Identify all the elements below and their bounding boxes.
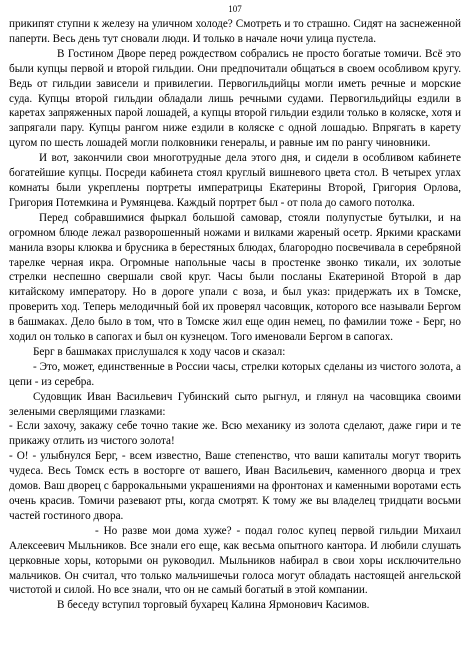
paragraph: Перед собравшимися фыркал большой самовар, стояли полупустые бутылки, и на огромном блюде лежал разворошенный ножами и вилками жареный осетр. Яркими красками манила взоры клюква и брусника в берестяных блюдах, благородно посвечивала в серебряной тарелке черная икра. Огромные напольные часы в простенке звонко тикали, их золотые стрелки неспешно свершали свой круг. Часы были посланы Екатериной Второй в дар китайскому императору. Но в дороге упали с воза, и был указ: придержать их в Томске, проверить ход. Теперь мелодичный бой их проверял часовщик, которого все называли Бергом в башмаках. Дело было в том, что в Томске жил еще один немец, по фамилии тоже - Берг, но ходил он только в сапогах и был он кузнецом. Того именовали Бергом в сапогах. [9,211,461,344]
paragraph: И вот, закончили свои многотрудные дела этого дня, и сидели в особливом кабинете богатейшие купцы. Посреди кабинета стоял круглый вишневого цвета стол. В четырех углах комнаты были укреплены портреты императрицы Екатерины Второй, Григория Орлова, Григория Потемкина и Румянцева. Каждый портрет был - от пола до самого потолка. [9,152,461,209]
text-body [9,17,461,613]
paragraph: - Если захочу, закажу себе точно такие же. Всю механику из золота сделают, даже гири и те прикажу отлить из чистого золота! [9,420,461,448]
paragraph: Берг в башмаках прислушался к ходу часов и сказал: [33,345,286,358]
paragraph: В Гостином Дворе перед рождеством собрались не просто богатые томичи. Всё это были купцы первой и второй гильдии. Они предпочитали общаться в своем особливом кругу. Ведь от гильдии зависели и привилегии. Первогильдийцы могли иметь речные и морские суда. Купцы второй гильдии обладали лишь речными судами. Первогильдийцы ездили в каретах запряженных парой лошадей, а купцы второй гильдии ездили только в коляске, хотя и запрягали пару. Купцы рангом ниже ездили в коляске с одной лошадью. Впрягать в карету цугом по шесть лошадей могли полковники генералы, и равные им по рангу чиновники. [9,47,461,150]
paragraph: - Это, может, единственные в России часы, стрелки которых сделаны из чистого золота, а цепи - из серебра. [9,360,461,388]
page-number: 107 [228,4,242,14]
paragraph: Судовщик Иван Васильевич Губинский сыто рыгнул, и глянул на часовщика своими зелеными сверлящими глазками: [9,390,461,418]
paragraph: - О! - улыбнулся Берг, - всем известно, Ваше степенство, что ваши капиталы могут творить чудеса. Весь Томск есть в восторге от вашего, Иван Васильевич, каменного дворца и трех домов. Ваш дворец с баррокальными украшениями на фронтонах и каменными воротами есть очень красив. Томичи разевают рты, когда смотрят. К тому же вы владелец тридцати восьми частей гостиного двора. [9,450,461,522]
paragraph: - Но разве мои дома хуже? - подал голос купец первой гильдии Михаил Алексеевич Мыльников. Все знали его еще, как весьма опытного кантора. И любили слушать церковные хоры, которыми он руководил. Мыльников набирал в свои хоры исключительно мальчиков. Он считал, что только мальчишечьи голоса могут обладать настоящей ангельской чистотой и силой. Но все знали, что он не самый богатый в этой компании. [9,524,461,597]
paragraph: прикипят ступни к железу на уличном холоде? Смотреть и то страшно. Сидят на заснеженной паперти. Весь день тут сновали люди. И только в начале ночи улица пустела. [9,18,461,45]
paragraph: В беседу вступил торговый бухарец Калина Ярмонович Касимов. [57,599,370,612]
